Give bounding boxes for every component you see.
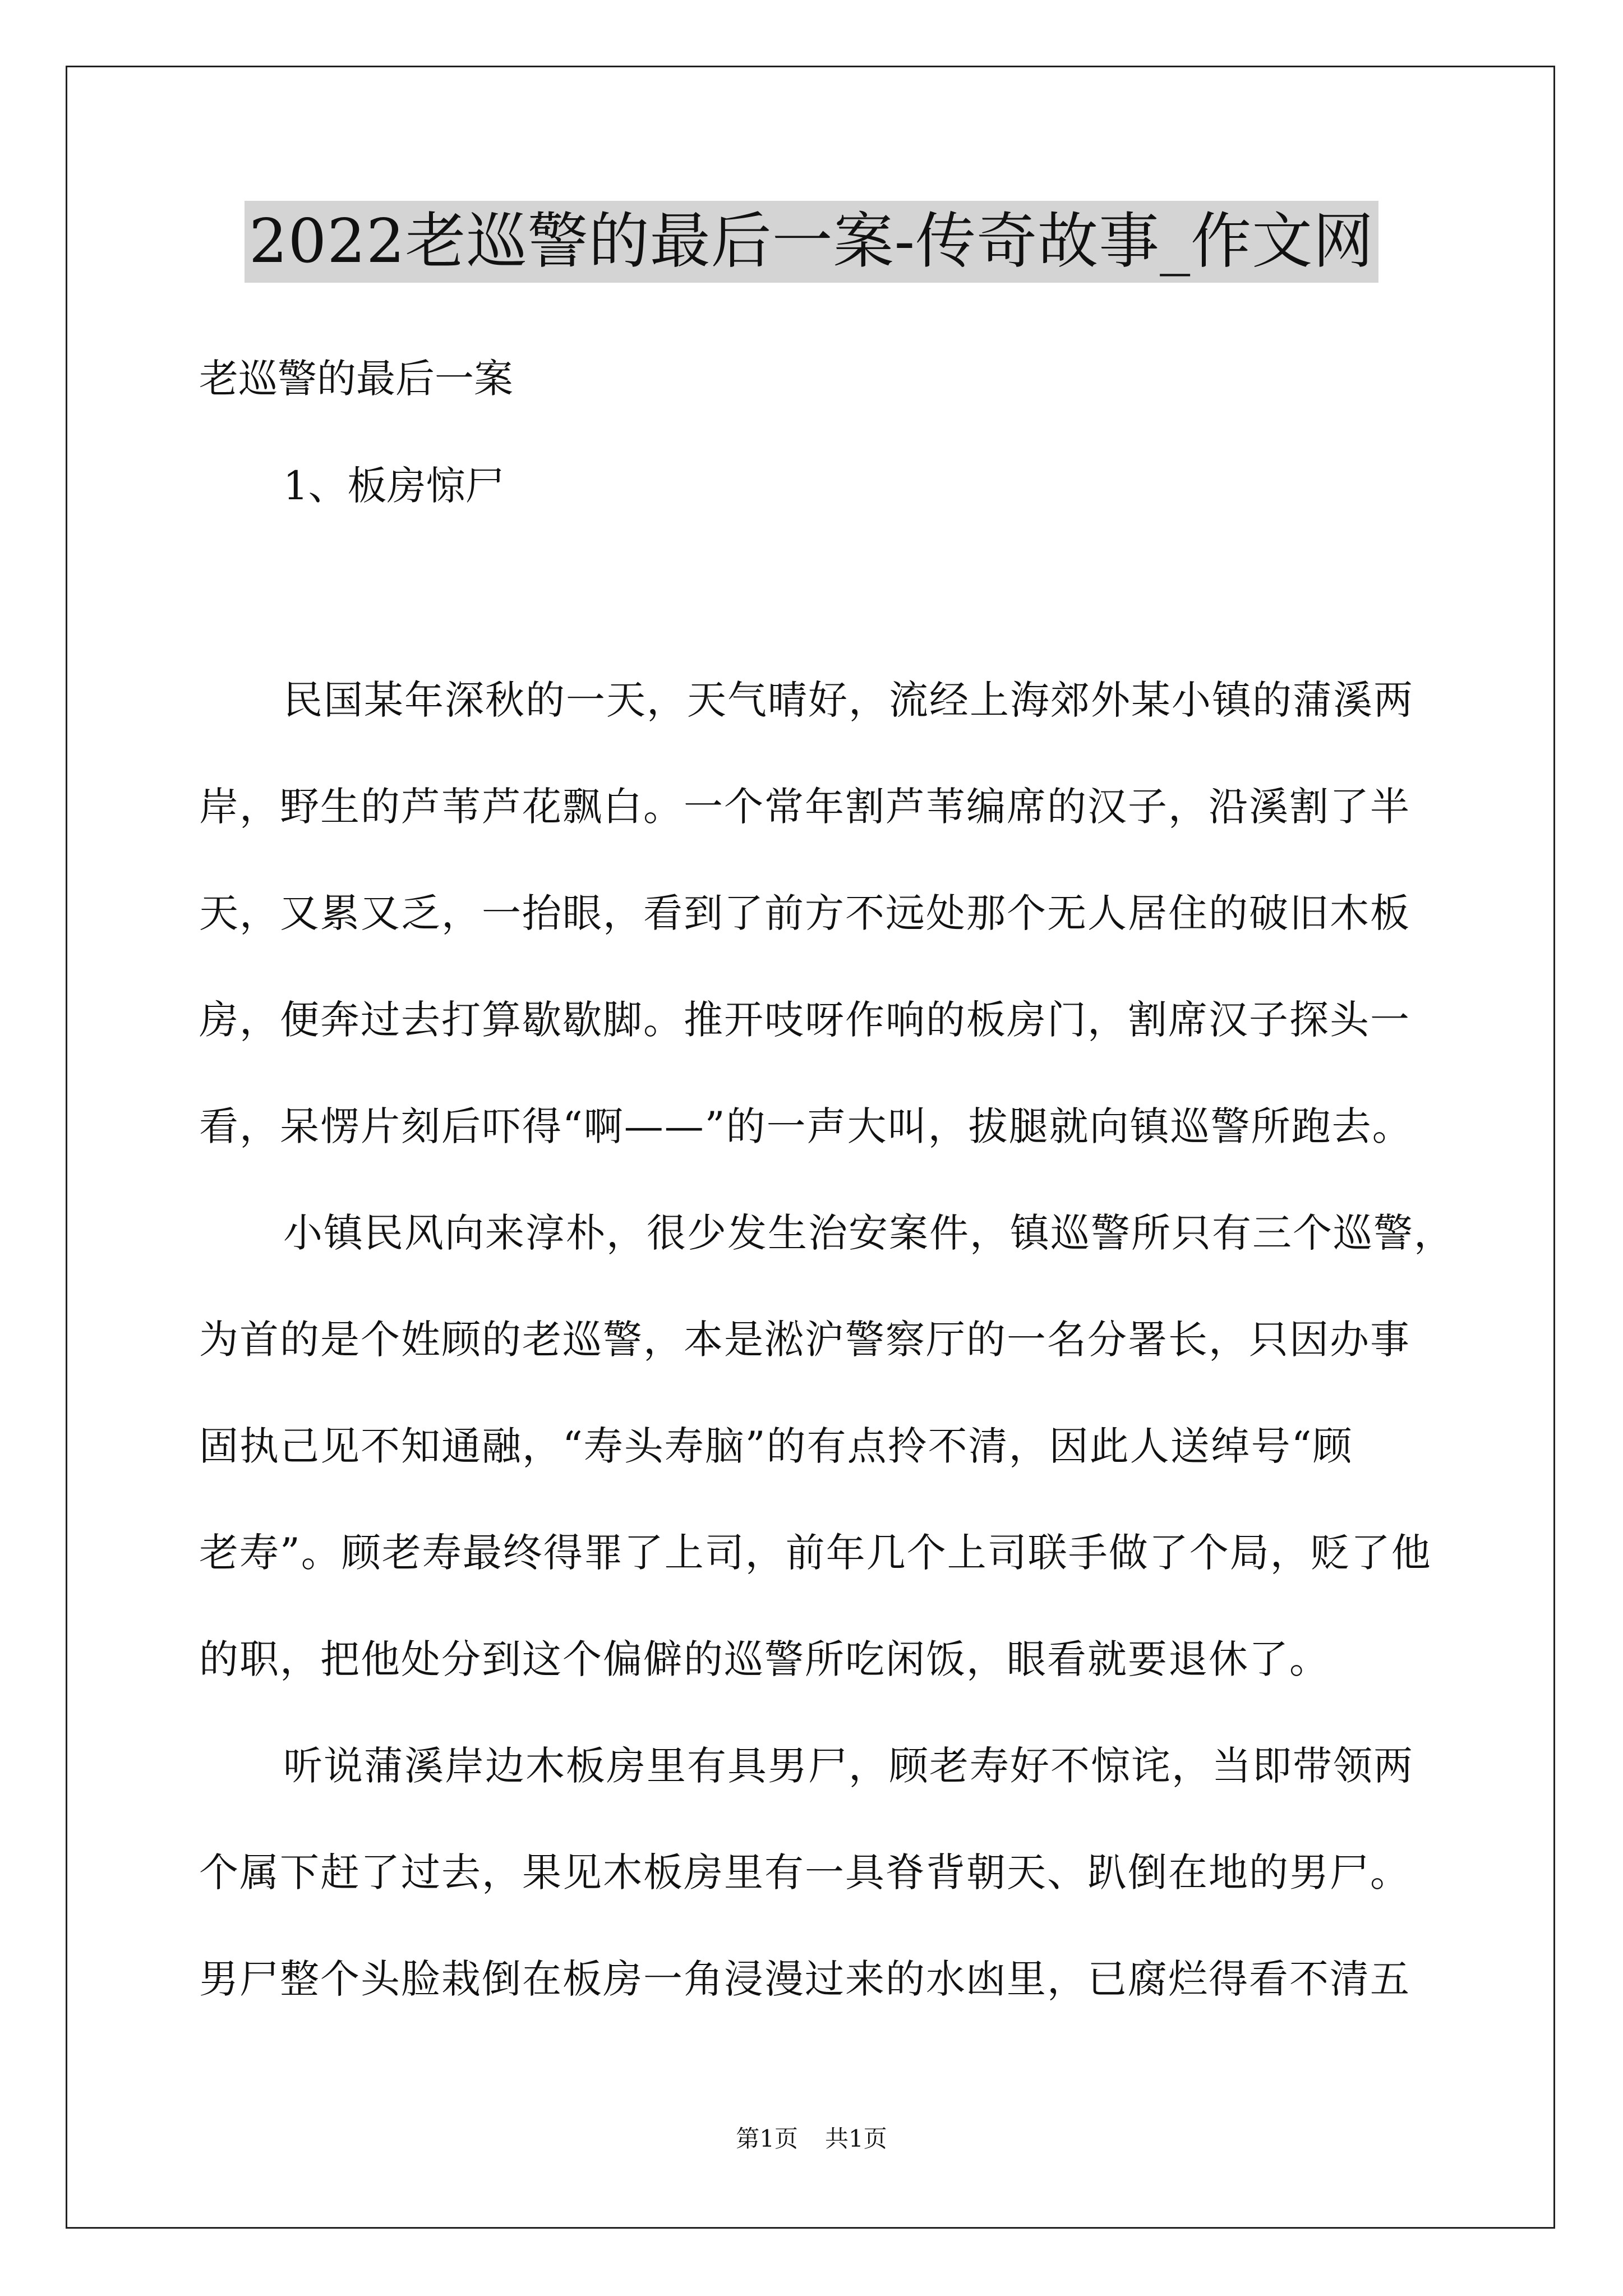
paragraph-line: 听说蒲溪岸边木板房里有具男尸，顾老寿好不惊诧，当即带领两 [283,1743,1414,1789]
paragraph-line: 男尸整个头脸栽倒在板房一角浸漫过来的水凼里，已腐烂得看不清五 [199,1956,1410,2002]
paragraph-line: 天，又累又乏，一抬眼，看到了前方不远处那个无人居住的破旧木板 [199,890,1410,936]
title-container [0,201,1623,283]
paragraph-line: 个属下赶了过去，果见木板房里有一具脊背朝天、趴倒在地的男尸。 [199,1849,1410,1895]
paragraph-3 [199,1713,1433,2032]
document-subtitle: 老巡警的最后一案 [199,356,513,402]
document-title: 2022老巡警的最后一案-传奇故事_作文网 [245,201,1378,283]
paragraph-line: 民国某年深秋的一天，天气晴好，流经上海郊外某小镇的蒲溪两 [283,677,1414,723]
paragraph-line: 老寿”。顾老寿最终得罪了上司，前年几个上司联手做了个局，贬了他 [199,1530,1432,1576]
paragraph-line: 小镇民风向来淳朴，很少发生治安案件，镇巡警所只有三个巡警， [283,1210,1454,1256]
section-heading: 1、板房惊尸 [283,463,505,509]
paragraph-line: 岸，野生的芦苇芦花飘白。一个常年割芦苇编席的汉子，沿溪割了半 [199,784,1410,830]
page-total: 共1页 [825,2125,887,2152]
page-number: 第1页 [736,2125,798,2152]
page-footer [0,2123,1623,2155]
paragraph-line: 的职，把他处分到这个偏僻的巡警所吃闲饭，眼看就要退休了。 [199,1636,1330,1682]
paragraph-line: 看，呆愣片刻后吓得“啊——”的一声大叫，拔腿就向镇巡警所跑去。 [199,1103,1413,1149]
paragraph-1 [199,647,1433,1180]
paragraph-line: 为首的是个姓顾的老巡警，本是淞沪警察厅的一名分署长，只因办事 [199,1317,1410,1363]
paragraph-2 [199,1180,1454,1713]
paragraph-line: 固执己见不知通融，“寿头寿脑”的有点拎不清，因此人送绰号“顾 [199,1423,1353,1469]
paragraph-line: 房，便奔过去打算歇歇脚。推开吱呀作响的板房门，割席汉子探头一 [199,997,1410,1043]
